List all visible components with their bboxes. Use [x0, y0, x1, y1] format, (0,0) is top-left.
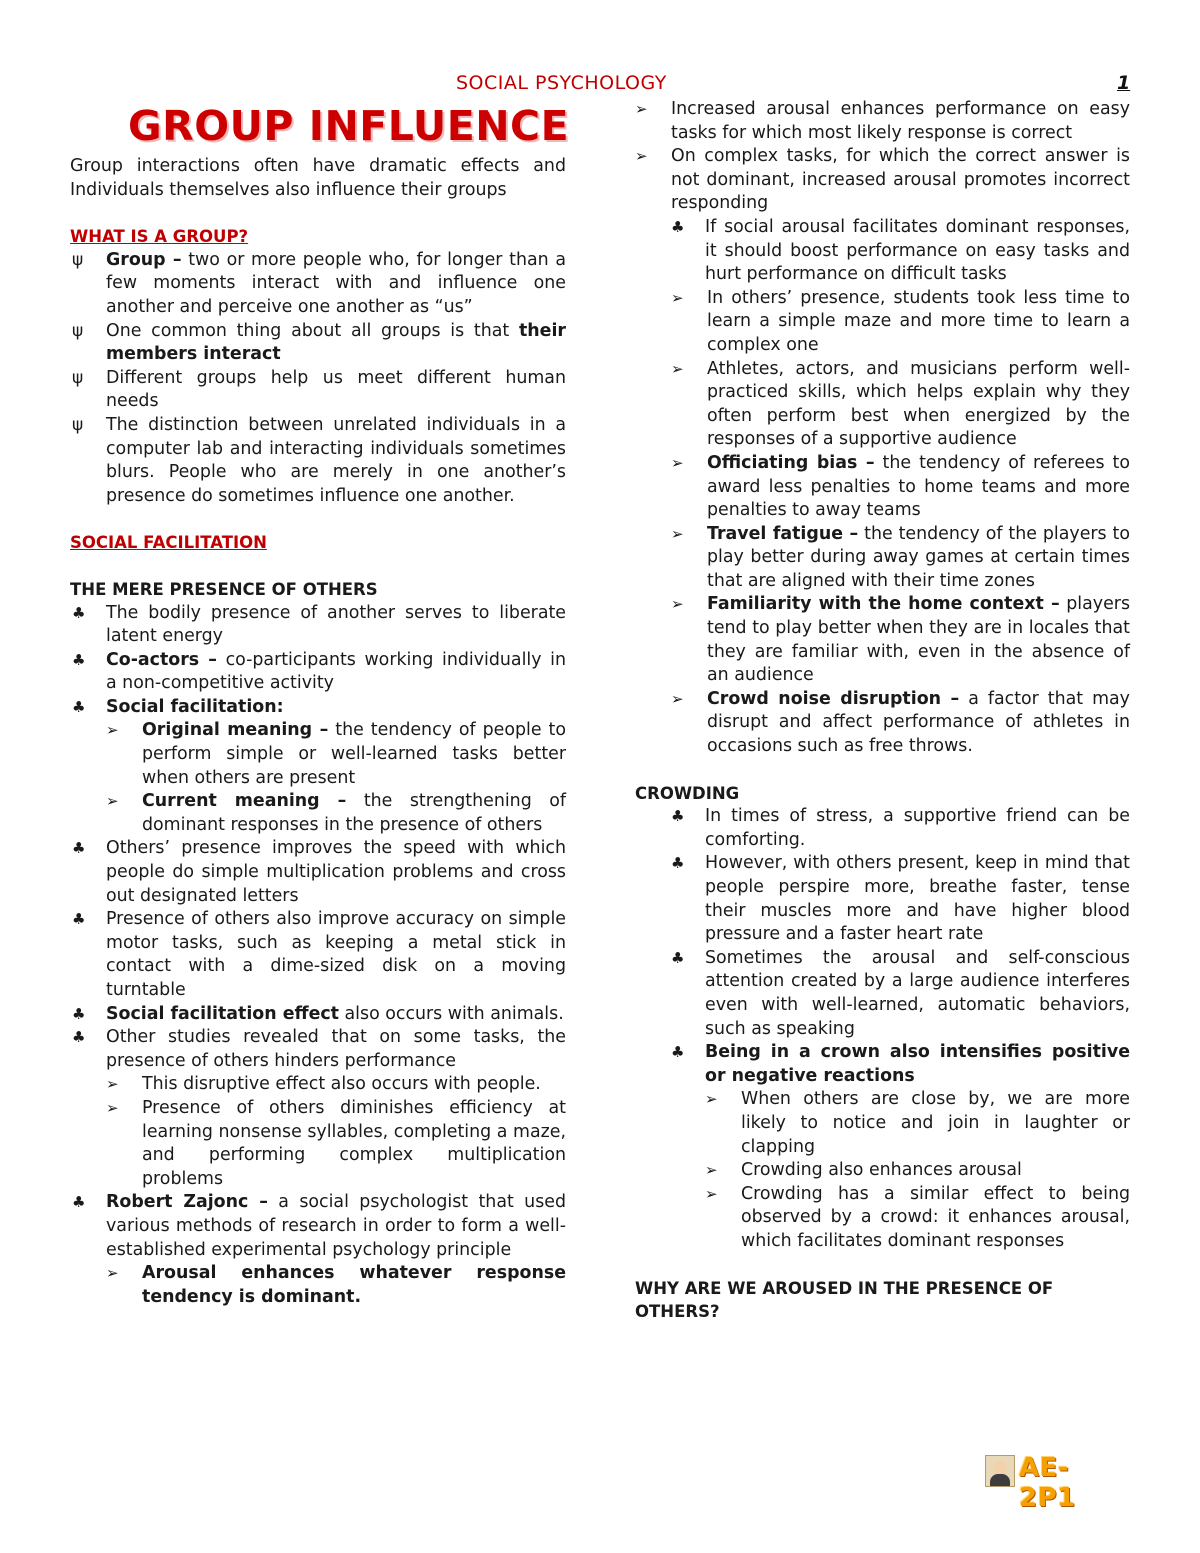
term-label: Crowd noise disruption – — [707, 688, 960, 709]
arrow-bullet-icon: ➢ — [705, 1090, 718, 1109]
what-is-group-list — [70, 249, 566, 509]
sub-list — [106, 1073, 566, 1191]
avatar — [985, 1455, 1015, 1487]
club-bullet-icon: ♣ — [72, 1004, 86, 1023]
sub-list-item — [671, 358, 1130, 452]
item-text: the tendency of the players to play better during away games at certain times that are aligned with their time zones — [707, 523, 1130, 591]
club-bullet-icon: ♣ — [72, 1193, 86, 1212]
sub-list-item — [671, 287, 1130, 358]
sub-list — [106, 719, 566, 837]
arrow-bullet-icon: ➢ — [106, 1098, 119, 1117]
list-item — [70, 696, 566, 838]
item-text: a social psychologist that used various methods of research in order to form a well-established experimental psychology principle — [106, 1192, 566, 1260]
continued-sub-list — [635, 98, 1130, 216]
list-item — [70, 908, 566, 1002]
club-bullet-icon: ♣ — [72, 910, 86, 929]
intro-paragraph: Group interactions often have dramatic effects and Individuals themselves also influence their groups — [70, 156, 566, 200]
arrow-bullet-icon: ➢ — [671, 595, 684, 614]
item-text: Different groups help us meet different human needs — [106, 367, 566, 412]
list-item — [70, 1026, 566, 1191]
arrow-bullet-icon: ➢ — [106, 792, 119, 811]
item-text: co-participants working individually in a non-competitive activity — [106, 649, 566, 694]
sub-list-item — [671, 688, 1130, 759]
list-item — [70, 1191, 566, 1309]
list-item — [635, 947, 1130, 1041]
club-bullet-icon: ♣ — [72, 839, 86, 858]
item-text: When others are close by, we are more likely to notice and join in laughter or clapping — [741, 1089, 1130, 1157]
item-text: Increased arousal enhances performance on easy tasks for which most likely response is correct — [671, 99, 1130, 143]
item-text: players tend to play better when they are in locales that they are familiar with, even in the absence of an audience — [707, 594, 1130, 686]
club-bullet-icon: ♣ — [72, 650, 86, 669]
right-column — [635, 98, 1130, 1324]
psi-bullet-icon: ψ — [72, 414, 84, 435]
list-item — [70, 367, 566, 414]
sub-list-item — [671, 523, 1130, 594]
page-number: 1 — [1117, 72, 1131, 94]
term-label: Social facilitation: — [106, 696, 284, 717]
item-text: However, with others present, keep in mind that people perspire more, breathe faster, tense their muscles more and have higher blood pressure and a faster heart rate — [705, 853, 1130, 945]
sub-list-item — [635, 145, 1130, 216]
arrow-bullet-icon: ➢ — [671, 453, 684, 472]
item-text: Other studies revealed that on some tasks, the presence of others hinders performance — [106, 1027, 566, 1071]
item-text: If social arousal facilitates dominant responses, it should boost performance on easy tasks and hurt performance on difficult tasks — [705, 216, 1130, 285]
sub-list-item — [106, 1073, 566, 1097]
term-label: Co-actors – — [106, 649, 217, 670]
what-is-group-heading: WHAT IS A GROUP? — [70, 227, 249, 247]
item-text: In others’ presence, students took less time to learn a simple maze and more time to learn a complex one — [707, 287, 1130, 355]
list-item — [70, 249, 566, 320]
sub-list-item — [671, 452, 1130, 523]
footer-logo-text: AE-2P1 — [1019, 1453, 1076, 1513]
social-facilitation-list — [70, 602, 566, 1310]
list-item — [635, 852, 1130, 946]
item-text: This disruptive effect also occurs with people. — [142, 1074, 541, 1095]
arrow-bullet-icon: ➢ — [671, 359, 684, 378]
item-text: Crowding also enhances arousal — [741, 1160, 1022, 1181]
club-bullet-icon: ♣ — [671, 1043, 685, 1062]
arrow-bullet-icon: ➢ — [705, 1184, 718, 1203]
psi-bullet-icon: ψ — [72, 367, 84, 388]
arrow-bullet-icon: ➢ — [671, 524, 684, 543]
item-text: Crowding has a similar effect to being observed by a crowd: it enhances arousal, which facilitates dominant responses — [741, 1183, 1130, 1251]
term-label: Social facilitation effect — [106, 1003, 339, 1024]
item-text: the strengthening of dominant responses in the presence of others — [142, 791, 566, 835]
club-bullet-icon: ♣ — [671, 854, 685, 873]
footer-logo — [985, 1453, 1125, 1513]
item-text: Presence of others also improve accuracy on simple motor tasks, such as keeping a metal stick in contact with a dime-sized disk on a moving turntable — [106, 909, 566, 1000]
term-label: Arousal enhances whatever response tendency is dominant. — [142, 1263, 566, 1307]
sub-list-item — [635, 98, 1130, 145]
list-item — [70, 837, 566, 908]
arousal-list — [635, 216, 1130, 759]
sub-list-item — [705, 1183, 1130, 1254]
term-label: Being in a crown also intensifies positive or negative reactions — [705, 1042, 1130, 1086]
term-label: Current meaning – — [142, 791, 347, 812]
term-label: their members interact — [106, 320, 566, 365]
arrow-bullet-icon: ➢ — [106, 1075, 119, 1094]
sub-list — [671, 287, 1130, 759]
arrow-bullet-icon: ➢ — [106, 1264, 119, 1283]
why-aroused-heading: WHY ARE WE AROUSED IN THE PRESENCE OF OTHERS? — [635, 1278, 1054, 1322]
arrow-bullet-icon: ➢ — [635, 147, 648, 166]
sub-list-item — [106, 719, 566, 790]
item-text: Sometimes the arousal and self-conscious attention created by a large audience interferes even with well-learned, automatic behaviors, such as speaking — [705, 947, 1130, 1039]
sub-list-item — [705, 1159, 1130, 1183]
club-bullet-icon: ♣ — [671, 807, 685, 826]
psi-bullet-icon: ψ — [72, 320, 84, 341]
item-text: The bodily presence of another serves to liberate latent energy — [106, 602, 566, 647]
item-text: On complex tasks, for which the correct answer is not dominant, increased arousal promotes incorrect responding — [671, 146, 1130, 214]
club-bullet-icon: ♣ — [671, 948, 685, 967]
crowding-list — [635, 805, 1130, 1253]
arrow-bullet-icon: ➢ — [705, 1161, 718, 1180]
arrow-bullet-icon: ➢ — [106, 721, 119, 740]
term-label: Robert Zajonc – — [106, 1192, 268, 1213]
item-text: also occurs with animals. — [339, 1003, 564, 1024]
list-item — [635, 1041, 1130, 1253]
item-text: the tendency of referees to award less penalties to home teams and more penalties to away teams — [707, 452, 1130, 521]
list-item — [70, 414, 566, 508]
psi-bullet-icon: ψ — [72, 249, 84, 270]
list-item — [70, 649, 566, 696]
term-label: Original meaning – — [142, 720, 329, 741]
sub-list-item — [705, 1088, 1130, 1159]
club-bullet-icon: ♣ — [72, 603, 86, 622]
mere-presence-subheading: THE MERE PRESENCE OF OTHERS — [70, 579, 378, 599]
item-text: Athletes, actors, and musicians perform well-practiced skills, which helps explain why they often perform best when energized by the responses of a supportive audience — [707, 358, 1130, 450]
arrow-bullet-icon: ➢ — [671, 689, 684, 708]
left-column — [70, 155, 566, 1309]
item-text: Others’ presence improves the speed with which people do simple multiplication problems and cross out designated letters — [106, 838, 566, 906]
sub-list-item — [106, 1262, 566, 1309]
sub-list-item — [671, 593, 1130, 687]
term-label: Familiarity with the home context – — [707, 594, 1060, 615]
sub-list — [705, 1088, 1130, 1253]
item-text: the tendency of people to perform simple or well-learned tasks better when others are present — [142, 720, 566, 788]
header-title: SOCIAL PSYCHOLOGY — [456, 72, 667, 94]
arrow-bullet-icon: ➢ — [635, 100, 648, 118]
list-item — [70, 1003, 566, 1027]
term-label: Travel fatigue – — [707, 523, 859, 544]
sub-list-item — [106, 1097, 566, 1191]
crowding-heading: CROWDING — [635, 783, 740, 803]
item-text: a factor that may disrupt and affect performance of athletes in occasions such as free throws. — [707, 688, 1130, 757]
item-text: In times of stress, a supportive friend can be comforting. — [705, 806, 1130, 850]
sub-list — [106, 1262, 566, 1309]
item-text: One common thing about all groups is that — [106, 320, 519, 341]
social-facilitation-heading: SOCIAL FACILITATION — [70, 533, 267, 553]
item-text: two or more people who, for longer than a few moments interact with and influence one another and perceive one another as “us” — [106, 249, 566, 317]
item-text: Presence of others diminishes efficiency at learning nonsense syllables, completing a maze, and performing complex multiplication problems — [142, 1097, 566, 1189]
club-bullet-icon: ♣ — [72, 1028, 86, 1047]
item-text: The distinction between unrelated individuals in a computer lab and interacting individuals sometimes blurs. People who are merely in one another’s presence do sometimes influence one another. — [106, 414, 566, 506]
sub-list-item — [106, 790, 566, 837]
list-item — [70, 602, 566, 649]
term-label: Officiating bias – — [707, 452, 875, 473]
club-bullet-icon: ♣ — [72, 697, 86, 716]
list-item — [635, 216, 1130, 759]
arrow-bullet-icon: ➢ — [671, 288, 684, 307]
term-label: Group – — [106, 249, 182, 270]
document-title: GROUP INFLUENCE — [128, 102, 570, 150]
club-bullet-icon: ♣ — [671, 217, 685, 236]
list-item — [635, 805, 1130, 852]
list-item — [70, 320, 566, 367]
